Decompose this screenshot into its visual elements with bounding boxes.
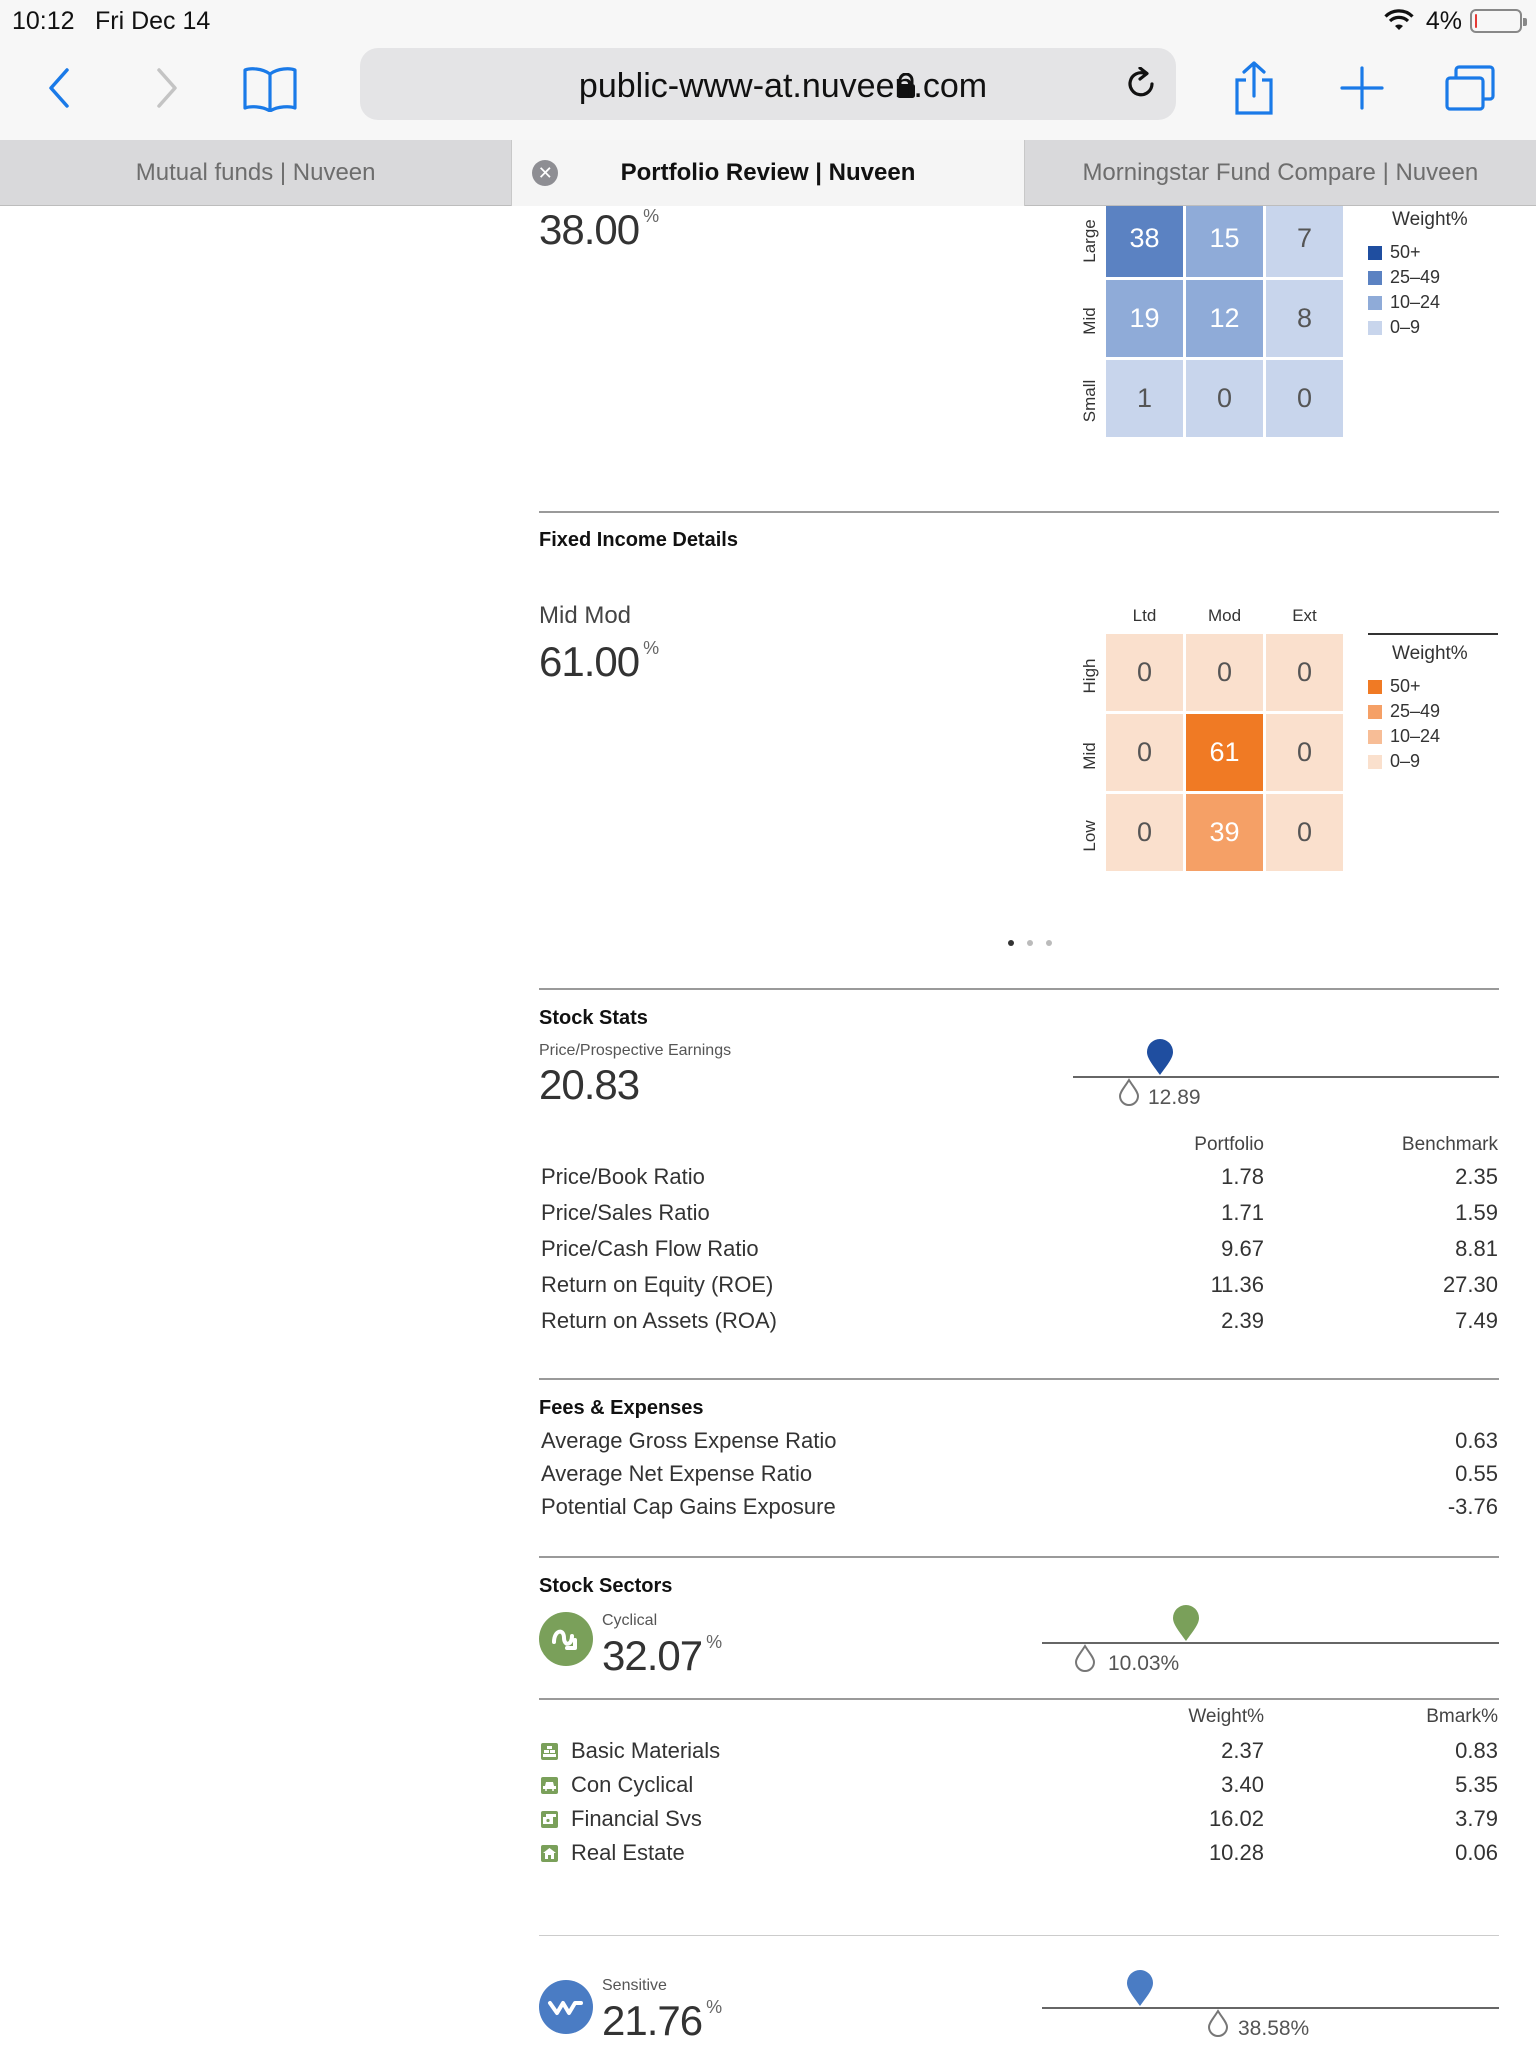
fee-label: Average Gross Expense Ratio	[541, 1428, 837, 1453]
row-label-small: Small	[1080, 379, 1099, 423]
legend-item: 10–24	[1368, 726, 1440, 747]
row-label-mid: Mid	[1080, 742, 1099, 770]
sensitive-number: 21.76	[602, 1997, 703, 2044]
address-bar[interactable]	[360, 48, 1176, 120]
stat-portfolio: 1.78	[1221, 1164, 1264, 1189]
book-icon	[242, 64, 298, 112]
benchmark-marker-icon	[1074, 1644, 1096, 1672]
battery-icon	[1470, 9, 1522, 33]
real-estate-icon	[541, 1845, 558, 1862]
equity-cell: 7	[1266, 206, 1343, 277]
row-label-high: High	[1080, 658, 1099, 694]
fixed-income-cell: 0	[1266, 634, 1343, 711]
pager-dot[interactable]	[1046, 940, 1052, 946]
legend-item: 50+	[1368, 242, 1421, 263]
portfolio-marker-icon	[1172, 1604, 1200, 1642]
new-tab-button[interactable]	[1332, 58, 1392, 118]
cyclical-slider-track	[1042, 1642, 1499, 1644]
fee-value: -3.76	[1447, 1494, 1498, 1519]
stock-stats-title: Stock Stats	[539, 1007, 648, 1029]
col-head-weight: Weight%	[1188, 1706, 1264, 1727]
wifi-icon	[1384, 9, 1414, 33]
equity-cell: 0	[1266, 360, 1343, 437]
divider	[539, 1935, 1499, 1936]
reload-button[interactable]	[1118, 61, 1164, 107]
divider	[539, 1556, 1499, 1558]
divider	[539, 1698, 1499, 1700]
share-icon	[1232, 60, 1276, 116]
status-date: Fri Dec 14	[95, 7, 211, 35]
percent-sign: %	[706, 1632, 722, 1652]
fixed-income-cell: 61	[1186, 714, 1263, 791]
stat-label: Price/Sales Ratio	[541, 1200, 710, 1225]
share-button[interactable]	[1224, 58, 1284, 118]
col-label-ltd: Ltd	[1132, 606, 1157, 625]
legend-title: Weight%	[1392, 643, 1468, 664]
fee-value: 0.55	[1455, 1461, 1498, 1486]
url-text: public-www-at.nuveen.com	[578, 67, 988, 105]
sector-label: Financial Svs	[571, 1806, 702, 1831]
fixed-income-style-label: Mid Mod	[539, 602, 632, 629]
con-cyclical-icon	[541, 1777, 558, 1794]
sensitive-icon	[539, 1980, 593, 2034]
sensitive-benchmark-value: 38.58%	[1238, 2017, 1310, 2040]
tabs-overview-button[interactable]	[1440, 58, 1500, 118]
percent-sign: %	[643, 206, 659, 226]
fee-value: 0.63	[1455, 1428, 1498, 1453]
sector-label: Real Estate	[571, 1840, 685, 1865]
divider	[539, 1378, 1499, 1380]
tab-strip	[0, 140, 1536, 206]
stat-benchmark: 7.49	[1455, 1308, 1498, 1333]
legend-item: 0–9	[1368, 317, 1420, 338]
divider	[539, 988, 1499, 990]
stat-label: Price/Book Ratio	[541, 1164, 705, 1189]
equity-cell: 1	[1106, 360, 1183, 437]
sector-bmark: 5.35	[1455, 1772, 1498, 1797]
cyclical-number: 32.07	[602, 1632, 703, 1679]
equity-style-value	[539, 206, 658, 254]
cyclical-value	[602, 1632, 721, 1680]
sector-weight: 16.02	[1208, 1806, 1264, 1831]
status-bar	[0, 0, 1536, 40]
stat-benchmark: 8.81	[1455, 1236, 1498, 1261]
tab-label: Morningstar Fund Compare | Nuveen	[1082, 159, 1479, 186]
plus-icon	[1339, 65, 1385, 111]
col-label-ext: Ext	[1292, 606, 1317, 625]
stat-benchmark: 2.35	[1455, 1164, 1498, 1189]
battery-percent: 4%	[1425, 6, 1462, 35]
pager-dot-active[interactable]	[1008, 940, 1014, 946]
legend-title: Weight%	[1392, 209, 1468, 230]
equity-cell: 8	[1266, 280, 1343, 357]
sector-bmark: 0.83	[1455, 1738, 1498, 1763]
row-label-low: Low	[1080, 820, 1099, 852]
back-button[interactable]	[30, 58, 90, 118]
fixed-income-number: 61.00	[539, 638, 640, 685]
row-label-mid: Mid	[1080, 307, 1099, 335]
sector-bmark: 0.06	[1455, 1840, 1498, 1865]
divider	[539, 511, 1499, 513]
portfolio-marker-icon	[1146, 1038, 1174, 1076]
col-head-benchmark: Benchmark	[1401, 1134, 1498, 1155]
stock-sectors-title: Stock Sectors	[539, 1575, 673, 1597]
legend-item: 25–49	[1368, 267, 1440, 288]
col-head-portfolio: Portfolio	[1194, 1134, 1264, 1155]
sensitive-label: Sensitive	[602, 1977, 667, 1994]
status-right	[1384, 6, 1522, 36]
sensitive-value	[602, 1997, 721, 2045]
col-label-mod: Mod	[1207, 606, 1242, 625]
legend-item: 25–49	[1368, 701, 1440, 722]
stat-label: Price/Cash Flow Ratio	[541, 1236, 759, 1261]
benchmark-marker-icon	[1207, 2009, 1229, 2037]
pager-dot[interactable]	[1027, 940, 1033, 946]
sector-label: Con Cyclical	[571, 1772, 694, 1797]
stat-portfolio: 11.36	[1210, 1272, 1264, 1297]
sector-weight: 2.37	[1221, 1738, 1264, 1763]
browser-toolbar	[0, 40, 1536, 140]
fixed-income-cell: 0	[1106, 634, 1183, 711]
row-label-large: Large	[1080, 219, 1099, 263]
tab-portfolio-review[interactable]	[512, 140, 1023, 206]
fixed-income-cell: 0	[1106, 714, 1183, 791]
stat-label: Return on Assets (ROA)	[541, 1308, 777, 1333]
tabs-icon	[1444, 64, 1496, 112]
stat-portfolio: 1.71	[1221, 1200, 1264, 1225]
stat-benchmark: 1.59	[1455, 1200, 1498, 1225]
stat-benchmark: 27.30	[1442, 1272, 1498, 1297]
equity-style-number: 38.00	[539, 206, 640, 253]
forward-button[interactable]	[136, 58, 196, 118]
sector-label: Basic Materials	[571, 1738, 721, 1763]
cyclical-icon	[539, 1612, 593, 1666]
fixed-income-cell: 39	[1186, 794, 1263, 871]
sector-bmark: 3.79	[1455, 1806, 1498, 1831]
fixed-income-cell: 0	[1106, 794, 1183, 871]
tab-label: Portfolio Review | Nuveen	[620, 159, 916, 186]
financial-svs-icon	[541, 1811, 558, 1828]
page-content	[0, 206, 1536, 2048]
fixed-income-value	[539, 638, 658, 686]
equity-cell: 0	[1186, 360, 1263, 437]
fixed-income-cell: 0	[1266, 714, 1343, 791]
portfolio-marker-icon	[1126, 1969, 1154, 2007]
carousel-pager[interactable]	[1008, 940, 1052, 946]
equity-cell: 38	[1106, 206, 1183, 277]
cyclical-benchmark-value: 10.03%	[1108, 1652, 1180, 1675]
equity-cell: 15	[1186, 206, 1263, 277]
benchmark-marker-icon	[1118, 1078, 1140, 1106]
tab-morningstar-compare[interactable]	[1024, 140, 1536, 206]
percent-sign: %	[643, 638, 659, 658]
percent-sign: %	[706, 1997, 722, 2017]
basic-materials-icon	[541, 1743, 558, 1760]
pe-benchmark-value: 12.89	[1148, 1086, 1201, 1109]
fixed-income-cell: 0	[1186, 634, 1263, 711]
fee-label: Average Net Expense Ratio	[541, 1461, 813, 1486]
battery-level	[1475, 14, 1477, 28]
bookmarks-button[interactable]	[240, 58, 300, 118]
fixed-income-cell: 0	[1266, 794, 1343, 871]
chevron-left-icon	[45, 66, 75, 110]
equity-cell: 12	[1186, 280, 1263, 357]
reload-icon	[1124, 67, 1158, 101]
legend-item: 0–9	[1368, 751, 1420, 772]
sensitive-slider-track	[1042, 2007, 1499, 2009]
sector-weight: 3.40	[1221, 1772, 1264, 1797]
sector-weight: 10.28	[1208, 1840, 1264, 1865]
fixed-income-title: Fixed Income Details	[539, 529, 738, 551]
equity-cell: 19	[1106, 280, 1183, 357]
stat-label: Return on Equity (ROE)	[541, 1272, 774, 1297]
tab-mutual-funds[interactable]	[0, 140, 512, 206]
cyclical-label: Cyclical	[602, 1612, 658, 1629]
chevron-right-icon	[151, 66, 181, 110]
fees-title: Fees & Expenses	[539, 1397, 704, 1419]
stat-portfolio: 2.39	[1221, 1308, 1264, 1333]
pe-label: Price/Prospective Earnings	[539, 1042, 732, 1059]
legend-item: 10–24	[1368, 292, 1440, 313]
stat-portfolio: 9.67	[1221, 1236, 1264, 1261]
legend-item: 50+	[1368, 676, 1421, 697]
tab-label: Mutual funds | Nuveen	[135, 159, 376, 186]
close-tab-icon[interactable]: ✕	[532, 160, 558, 186]
fee-label: Potential Cap Gains Exposure	[541, 1494, 836, 1519]
pe-value: 20.83	[539, 1061, 640, 1108]
status-time: 10:12	[12, 7, 75, 35]
col-head-bmark: Bmark%	[1426, 1706, 1498, 1727]
